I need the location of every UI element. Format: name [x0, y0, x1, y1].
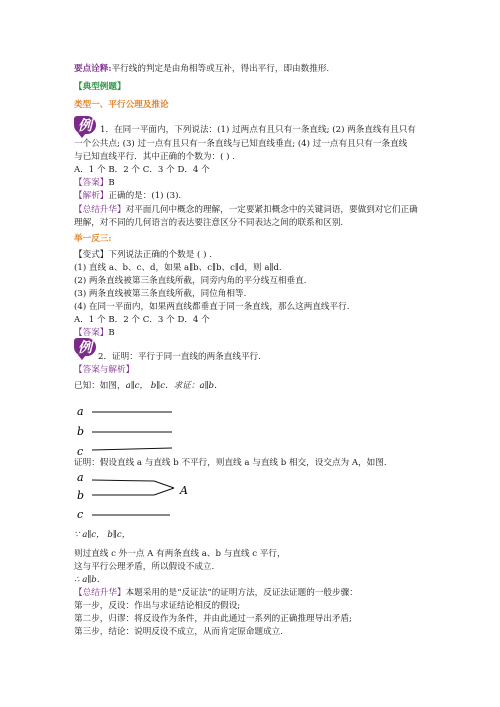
example1-line3: 与已知直线平行．其中正确的个数为：( ) . [74, 152, 235, 162]
diagram1-label-c: c [77, 445, 84, 458]
answer1-line [74, 178, 115, 189]
because-line: ∵ a∥c， b∥c， [74, 530, 131, 540]
answer-analysis-label: 【答案与解析】 [74, 365, 135, 375]
answer2-value: B [108, 328, 115, 338]
diagram1-line-c [92, 448, 172, 450]
variant-stem-line [74, 250, 212, 261]
summary1-line1 [74, 205, 418, 216]
keypoint-label: 要点诠释: [74, 64, 112, 74]
diagram2-label-c: c [77, 508, 84, 521]
example-badge-1: 例 [74, 116, 96, 134]
diagram2-line-a-bend [154, 481, 174, 488]
answer1-value: B [108, 178, 115, 188]
summary2-label: 【总结升华】 [74, 588, 126, 598]
variant-item2: (2) 两条直线被第三条直线所截，同旁内角的平分线互相垂直. [74, 276, 307, 286]
summary2-step1: 第一步，反设：作出与求证结论相反的假设; [74, 601, 241, 611]
given-line [74, 381, 223, 392]
summary2-step2: 第二步，归谬：将反设作为条件，并由此通过一系列的正确推理导出矛盾; [74, 614, 352, 624]
proof-line: 证明：假设直线 a 与直线 b 不平行，则直线 a 与直线 b 相交，设交点为 A，如图. [74, 458, 387, 468]
example1-line1: 1．在同一平面内，下列说法：(1) 过两点有且只有一条直线; (2) 两条直线有且只有 [100, 125, 416, 135]
diagram2-line-a [92, 480, 154, 481]
variant-options: A．1 个 B．2 个 C．3 个 D．4 个 [74, 315, 210, 325]
parallel-lines-diagram [74, 398, 194, 462]
diagram2-label-a: a [77, 471, 84, 484]
given-text: 已知：如图， [74, 381, 126, 391]
answer2-label: 【答案】 [74, 328, 109, 338]
summary1-line2: 理解，对不同的几何语言的表达要注意区分不同表达之间的联系和区别. [74, 218, 344, 228]
intersecting-lines-diagram [74, 470, 224, 524]
variant-item4: (4) 在同一平面内，如果两直线都垂直于同一条直线，那么这两直线平行. [74, 302, 350, 312]
summary1-text1: 对平面几何中概念的理解，一定要紧扣概念中的关键词语，要做到对它们正确 [125, 205, 418, 215]
variant-item1: (1) 直线 a、b、c、d，如果 a∥b、c∥b、c∥d，则 a∥d. [74, 263, 282, 273]
example1-line2: 一个公共点; (3) 过一点有且只有一条直线与已知直线垂直; (4) 过一点有且只有一条直线 [74, 139, 408, 149]
section-title: 【典型例题】 [74, 82, 126, 92]
given-formula: a∥c， b∥c．求证：a∥b． [125, 381, 223, 391]
analysis1-label: 【解析】 [74, 191, 109, 201]
therefore-line: ∴ a∥b． [74, 575, 106, 585]
diagram1-label-b: b [77, 425, 85, 438]
summary1-label: 【总结升华】 [74, 205, 126, 215]
variant-label: 【变式】 [74, 250, 109, 260]
analysis1-text: 正确的是：(1) (3). [108, 191, 182, 201]
diagram1-label-a: a [77, 405, 84, 418]
keypoint-text: 平行线的判定是由角相等或互补，得出平行，即由数推形. [111, 64, 330, 74]
answer1-label: 【答案】 [74, 178, 109, 188]
summary2-line1 [74, 588, 358, 599]
variant-item3: (3) 两条直线被第三条直线所截，同位角相等. [74, 289, 247, 299]
keypoint-line [74, 64, 329, 75]
example-badge-2: 例 [74, 338, 96, 356]
analysis1-line [74, 191, 181, 202]
diagram2-label-b: b [77, 489, 85, 502]
type1-title: 类型一、平行公理及推论 [74, 100, 169, 110]
variant-stem: 下列说法正确的个数是 ( ) . [108, 250, 212, 260]
summary2-step3: 第三步，结论：说明反设不成立，从而肯定原命题成立. [74, 627, 283, 637]
example1-options: A．1 个 B．2 个 C．3 个 D．4 个 [74, 165, 210, 175]
then-line-2: 这与平行公理矛盾，所以假设不成立. [74, 562, 215, 572]
then-line-1: 则过直线 c 外一点 A 有两条直线 a、b 与直线 c 平行， [74, 549, 286, 559]
diagram2-label-A: A [180, 484, 188, 497]
summary2-text1: 本题采用的是“反证法”的证明方法，反证法证题的一般步骤： [125, 588, 358, 598]
example2-text: 2．证明：平行于同一直线的两条直线平行. [98, 352, 261, 362]
diagram2-line-b-bend [154, 488, 174, 495]
extend-title: 举一反三: [74, 234, 112, 244]
